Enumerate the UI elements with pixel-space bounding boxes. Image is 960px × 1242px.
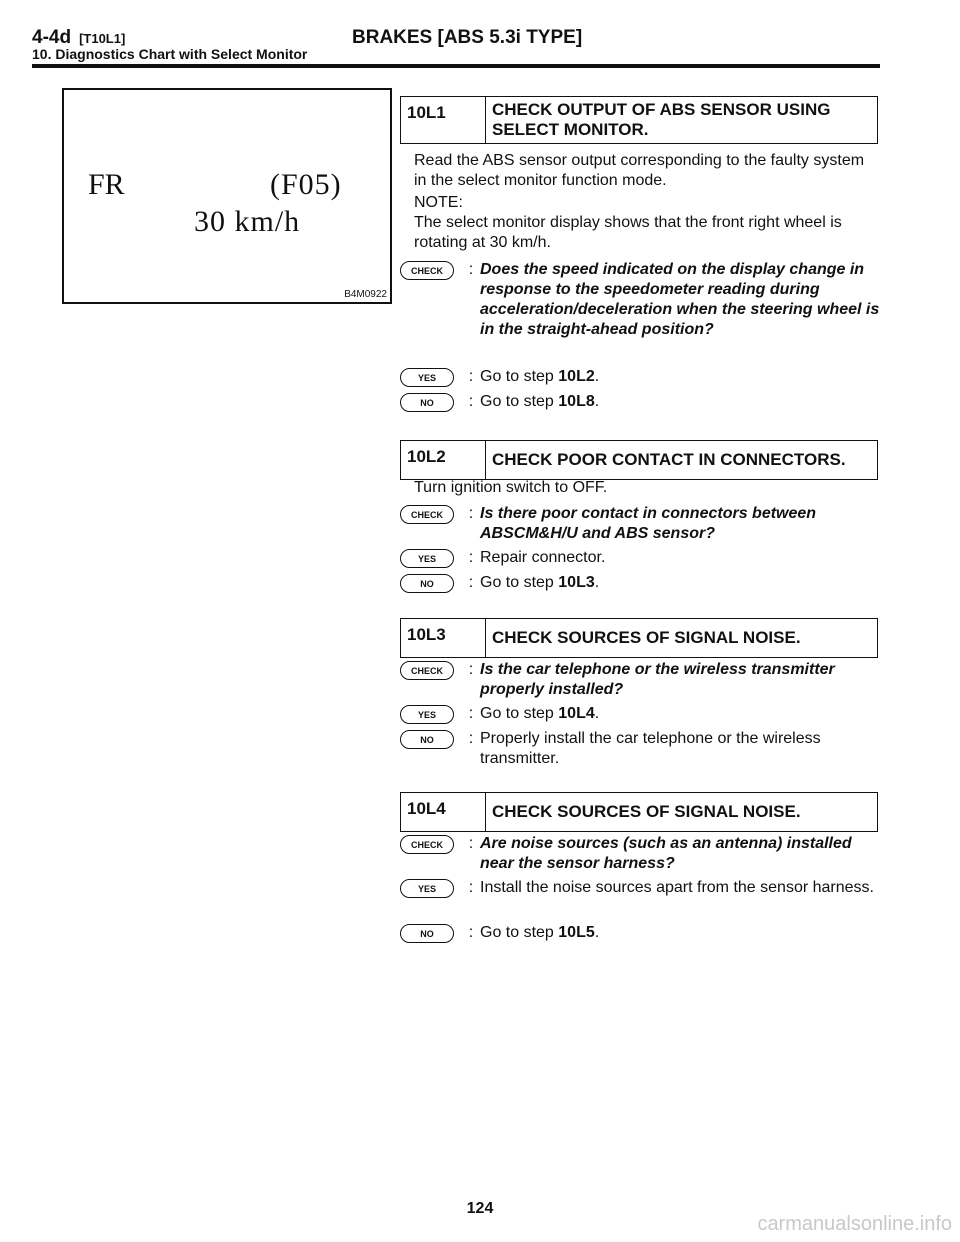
no-row: NO : Properly install the car telephone or the wireless transmitter. <box>400 729 880 769</box>
select-monitor-display <box>62 88 392 304</box>
page-subtitle: 10. Diagnostics Chart with Select Monitor <box>32 46 308 62</box>
step-id: 10L1 <box>407 103 446 122</box>
check-question: Is the car telephone or the wireless transmitter properly installed? <box>480 661 835 698</box>
monitor-code: (F05) <box>270 168 342 201</box>
step-10L2-header <box>400 440 878 480</box>
yes-badge-icon: YES <box>400 368 454 387</box>
check-badge-icon: CHECK <box>400 835 454 854</box>
step-ref: 10L2 <box>558 368 595 385</box>
step-10L1-header <box>400 96 878 144</box>
no-row: NO : Go to step 10L5. <box>400 923 880 943</box>
note-text: The select monitor display shows that the front right wheel is rotating at 30 km/h. <box>414 214 842 251</box>
step-title: CHECK SOURCES OF SIGNAL NOISE. <box>485 793 877 831</box>
page-code: 4-4d [T10L1] <box>32 27 126 48</box>
monitor-speed: 30 km/h <box>194 205 301 238</box>
yes-badge-icon: YES <box>400 549 454 568</box>
step-ref: 10L5 <box>558 924 595 941</box>
watermark: carmanualsonline.info <box>757 1213 952 1235</box>
check-row: CHECK : Does the speed indicated on the display change in response to the speedometer reading during acceleration/deceleration when the steering wheel is in the straight-ahead position? <box>400 260 880 340</box>
no-badge-icon: NO <box>400 393 454 412</box>
no-badge-icon: NO <box>400 574 454 593</box>
no-answer: Go to step 10L8. <box>480 393 600 410</box>
no-answer: Go to step 10L5. <box>480 924 600 941</box>
check-question: Does the speed indicated on the display change in response to the speedometer reading during acceleration/deceleration when the steering wheel is in the straight-ahead position? <box>480 261 880 338</box>
step-10L3-header <box>400 618 878 658</box>
check-question: Is there poor contact in connectors between ABSCM&H/U and ABS sensor? <box>480 505 817 542</box>
note-label: NOTE: <box>414 194 463 211</box>
yes-answer: Go to step 10L2. <box>480 368 600 385</box>
yes-row: YES : Go to step 10L2. <box>400 367 880 387</box>
section-code: [T10L1] <box>79 31 126 46</box>
yes-badge-icon: YES <box>400 705 454 724</box>
no-answer: Go to step 10L3. <box>480 574 600 591</box>
figure-id: B4M0922 <box>344 289 387 300</box>
step-text: Read the ABS sensor output corresponding to the faulty system in the select monitor function mode. <box>414 152 865 189</box>
yes-row: YES : Install the noise sources apart from the sensor harness. <box>400 878 880 898</box>
yes-badge-icon: YES <box>400 879 454 898</box>
check-row: CHECK : Is there poor contact in connectors between ABSCM&H/U and ABS sensor? <box>400 504 880 544</box>
page-number: 124 <box>466 1200 494 1217</box>
no-answer: Properly install the car telephone or the wireless transmitter. <box>480 730 821 767</box>
step-id: 10L4 <box>407 799 446 818</box>
yes-row: YES : Go to step 10L4. <box>400 704 880 724</box>
check-row: CHECK : Is the car telephone or the wireless transmitter properly installed? <box>400 660 880 700</box>
step-title: CHECK SOURCES OF SIGNAL NOISE. <box>485 619 877 657</box>
yes-answer: Install the noise sources apart from the sensor harness. <box>480 879 874 896</box>
step-10L4-header <box>400 792 878 832</box>
check-badge-icon: CHECK <box>400 261 454 280</box>
yes-answer: Repair connector. <box>480 549 606 566</box>
step-id: 10L2 <box>407 447 446 466</box>
check-badge-icon: CHECK <box>400 661 454 680</box>
no-row: NO : Go to step 10L3. <box>400 573 880 593</box>
yes-row: YES : Repair connector. <box>400 548 880 568</box>
step-ref: 10L8 <box>558 393 595 410</box>
no-badge-icon: NO <box>400 730 454 749</box>
check-row: CHECK : Are noise sources (such as an antenna) installed near the sensor harness? <box>400 834 880 874</box>
no-row: NO : Go to step 10L8. <box>400 392 880 412</box>
step-ref: 10L3 <box>558 574 595 591</box>
step-ref: 10L4 <box>558 705 595 722</box>
check-question: Are noise sources (such as an antenna) installed near the sensor harness? <box>480 835 852 872</box>
yes-answer: Go to step 10L4. <box>480 705 600 722</box>
step-title: CHECK OUTPUT OF ABS SENSOR USING SELECT MONITOR. <box>485 97 877 143</box>
check-badge-icon: CHECK <box>400 505 454 524</box>
step-text: Turn ignition switch to OFF. <box>414 479 608 496</box>
no-badge-icon: NO <box>400 924 454 943</box>
step-title: CHECK POOR CONTACT IN CONNECTORS. <box>485 441 877 479</box>
step-id: 10L3 <box>407 625 446 644</box>
header-rule <box>32 64 880 68</box>
page-title: BRAKES [ABS 5.3i TYPE] <box>352 27 583 48</box>
monitor-wheel-label: FR <box>88 168 125 201</box>
